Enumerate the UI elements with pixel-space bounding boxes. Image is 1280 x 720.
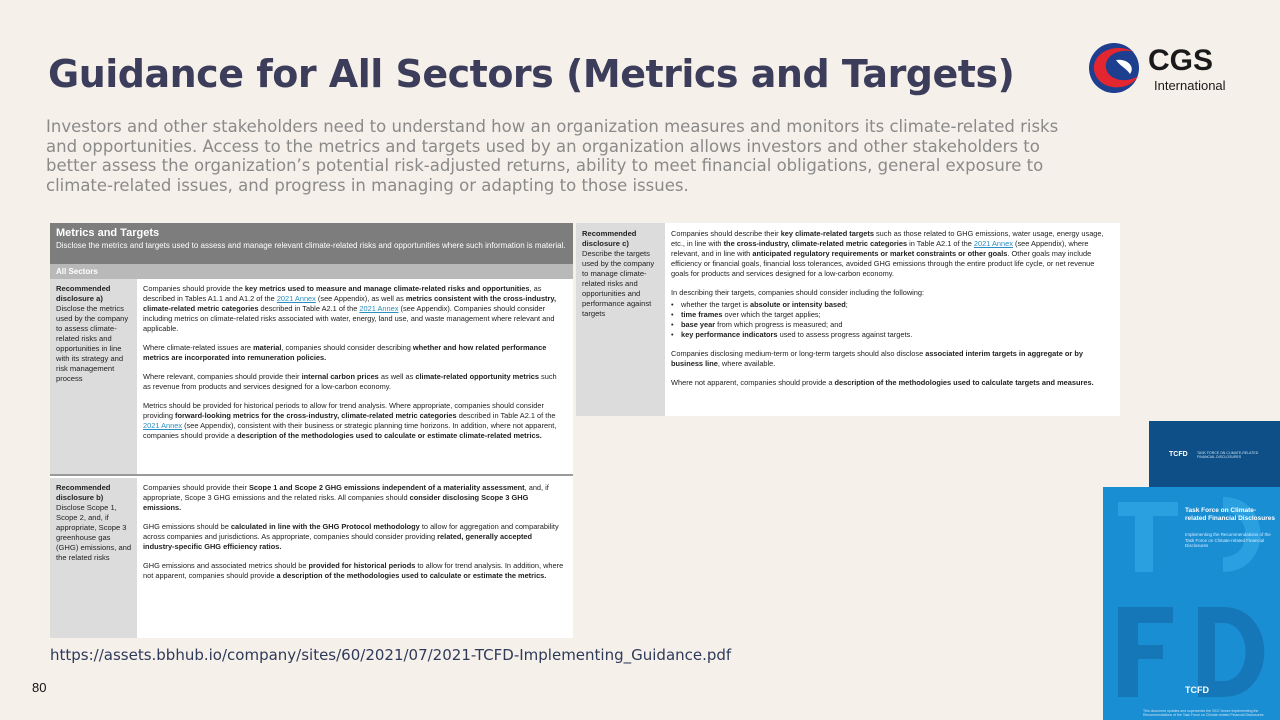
disclosure-c-title: Recommended disclosure c) <box>582 229 637 248</box>
cover-back-label: TCFD <box>1169 451 1188 458</box>
page-number: 80 <box>32 680 47 695</box>
cgs-logo <box>1086 40 1236 96</box>
cgs-logo-icon <box>1086 40 1146 96</box>
list-item: • time frames over which the target applies; <box>671 310 1112 320</box>
table-header <box>50 223 573 264</box>
cover-note: This document updates and supersedes the 2017 Annex Implementing the Recommendations of the Task Force on Climate-related Financial Disclosures <box>1143 709 1264 717</box>
disclosure-b-desc: Disclose Scope 1, Scope 2, and, if appropriate, Scope 3 greenhouse gas (GHG) emissions, and the related risks <box>56 503 132 562</box>
logo-name: CGS <box>1148 44 1214 77</box>
disclosure-b-title: Recommended disclosure b) <box>56 483 111 502</box>
disclosure-c-label <box>576 223 665 416</box>
intro-paragraph: Investors and other stakeholders need to understand how an organization measures and monitors its climate-related risks and opportunities. Access to the metrics and targets used by an organization allows investors and other stakeholders to better assess the organization’s potential risk-adjusted returns, ability to meet financial obligations, general exposure to climate-related issues, and progress in managing or adapting to those issues. <box>46 117 1059 195</box>
slide-title: Guidance for All Sectors (Metrics and Targets) <box>48 52 1015 96</box>
cover-back-sub: TASK FORCE ON CLIMATE-RELATED FINANCIAL DISCLOSURES <box>1197 451 1259 459</box>
list-item: • whether the target is absolute or intensity based; <box>671 300 1112 310</box>
disclosure-a-label <box>50 279 137 474</box>
metrics-targets-table <box>50 223 573 638</box>
table-subheading: Disclose the metrics and targets used to assess and manage relevant climate-related risks and opportunities where such information is material. <box>56 241 566 250</box>
disclosure-b-label <box>50 478 137 638</box>
tcfd-report-cover <box>1103 487 1280 720</box>
annex-link[interactable]: 2021 Annex <box>276 294 316 303</box>
disclosure-a-guidance: Companies should provide the key metrics used to measure and manage climate-related risks and opportunities, as described in Tables A1.1 and A1.2 of the 2021 Annex (see Appendix), as well as metrics consistent with the cross-industry, climate-related metric categories described in Table A2.1 of the 2021 Annex (see Appendix). Companies should consider including metrics on climate-related risks associated with water, energy, land use, and waste management where relevant and applicable. Where climate-related issues are material, companies should consider describing whether and how related performance metrics are incorporated into remuneration policies. Where relevant, companies should provide their internal carbon prices as well as climate-related opportunity metrics such as revenue from products and services designed for a low-carbon economy. Metrics should be provided for historical periods to allow for trend analysis. Where appropriate, companies should consider providing forward-looking metrics for the cross-industry, climate-related metric categories described in Table A2.1 of the 2021 Annex (see Appendix), consistent with their business or strategic planning time horizons. In addition, where not apparent, companies should provide a description of the methodologies used to calculate or estimate climate-related metrics. <box>143 284 557 440</box>
logo-sub: International <box>1154 78 1226 93</box>
table-heading: Metrics and Targets <box>56 227 160 239</box>
sector-label: All Sectors <box>50 264 573 279</box>
disclosure-c-guidance: Companies should describe their key climate-related targets such as those related to GHG emissions, water usage, energy usage, etc., in line with the cross-industry, climate-related metric categories in Table A2.1 of the 2021 Annex (see Appendix), where relevant, and in line with anticipated regulatory requirements or market constraints or other goals. Other goals may include efficiency or financial goals, financial loss tolerances, avoided GHG emissions through the entire product life cycle, or net revenue goals for products and services designed for a low-carbon economy. In describing their targets, companies should consider including the following: • whether the target is absolute or intensity based; • time frames over which the target applies; • base year from which progress is measured; and • key performance indicators used to assess progress against targets. Companies disclosing medium-term or long-term targets should also disclose associated interim targets in aggregate or by business line, where available. Where not apparent, companies should provide a description of the methodologies used to calculate targets and measures. <box>665 223 1120 416</box>
annex-link[interactable]: 2021 Annex <box>359 304 399 313</box>
list-item: • base year from which progress is measured; and <box>671 320 1112 330</box>
disclosure-a-desc: Disclose the metrics used by the company to assess climate-related risks and opportunities in line with its strategy and risk management process <box>56 304 129 383</box>
tcfd-report-back-cover <box>1149 421 1280 491</box>
cover-footer-label: TCFD <box>1185 685 1209 695</box>
list-item: • key performance indicators used to assess progress against targets. <box>671 330 1112 340</box>
disclosure-c-table <box>576 223 1120 416</box>
disclosure-a-title: Recommended disclosure a) <box>56 284 111 303</box>
annex-link[interactable]: 2021 Annex <box>143 421 183 430</box>
disclosure-b-guidance: Companies should provide their Scope 1 and Scope 2 GHG emissions independent of a materiality assessment, and, if appropriate, Scope 3 GHG emissions and the related risks. All companies should consider disclosing Scope 3 GHG emissions. GHG emissions should be calculated in line with the GHG Protocol methodology to allow for aggregation and comparability across companies and jurisdictions. As appropriate, companies should consider providing related, generally accepted industry-specific GHG efficiency ratios. GHG emissions and associated metrics should be provided for historical periods to allow for trend analysis. In addition, where not apparent, companies should provide a description of the methodologies used to calculate or estimate the metrics. <box>143 483 564 580</box>
source-url[interactable]: https://assets.bbhub.io/company/sites/60/2021/07/2021-TCFD-Implementing_Guidance.pdf <box>50 646 732 664</box>
disclosure-a-row <box>50 279 573 476</box>
annex-link[interactable]: 2021 Annex <box>973 239 1013 248</box>
target-considerations-list <box>671 300 1112 340</box>
disclosure-b-row <box>50 478 573 638</box>
cover-title: Task Force on Climate-related Financial Disclosures <box>1185 507 1275 522</box>
disclosure-c-desc: Describe the targets used by the company to manage climate-related risks and opportunities and performance against targets <box>582 249 655 318</box>
cover-subtitle: Implementing the Recommendations of the Task Force on Climate-related Financial Disclosures <box>1185 532 1271 548</box>
